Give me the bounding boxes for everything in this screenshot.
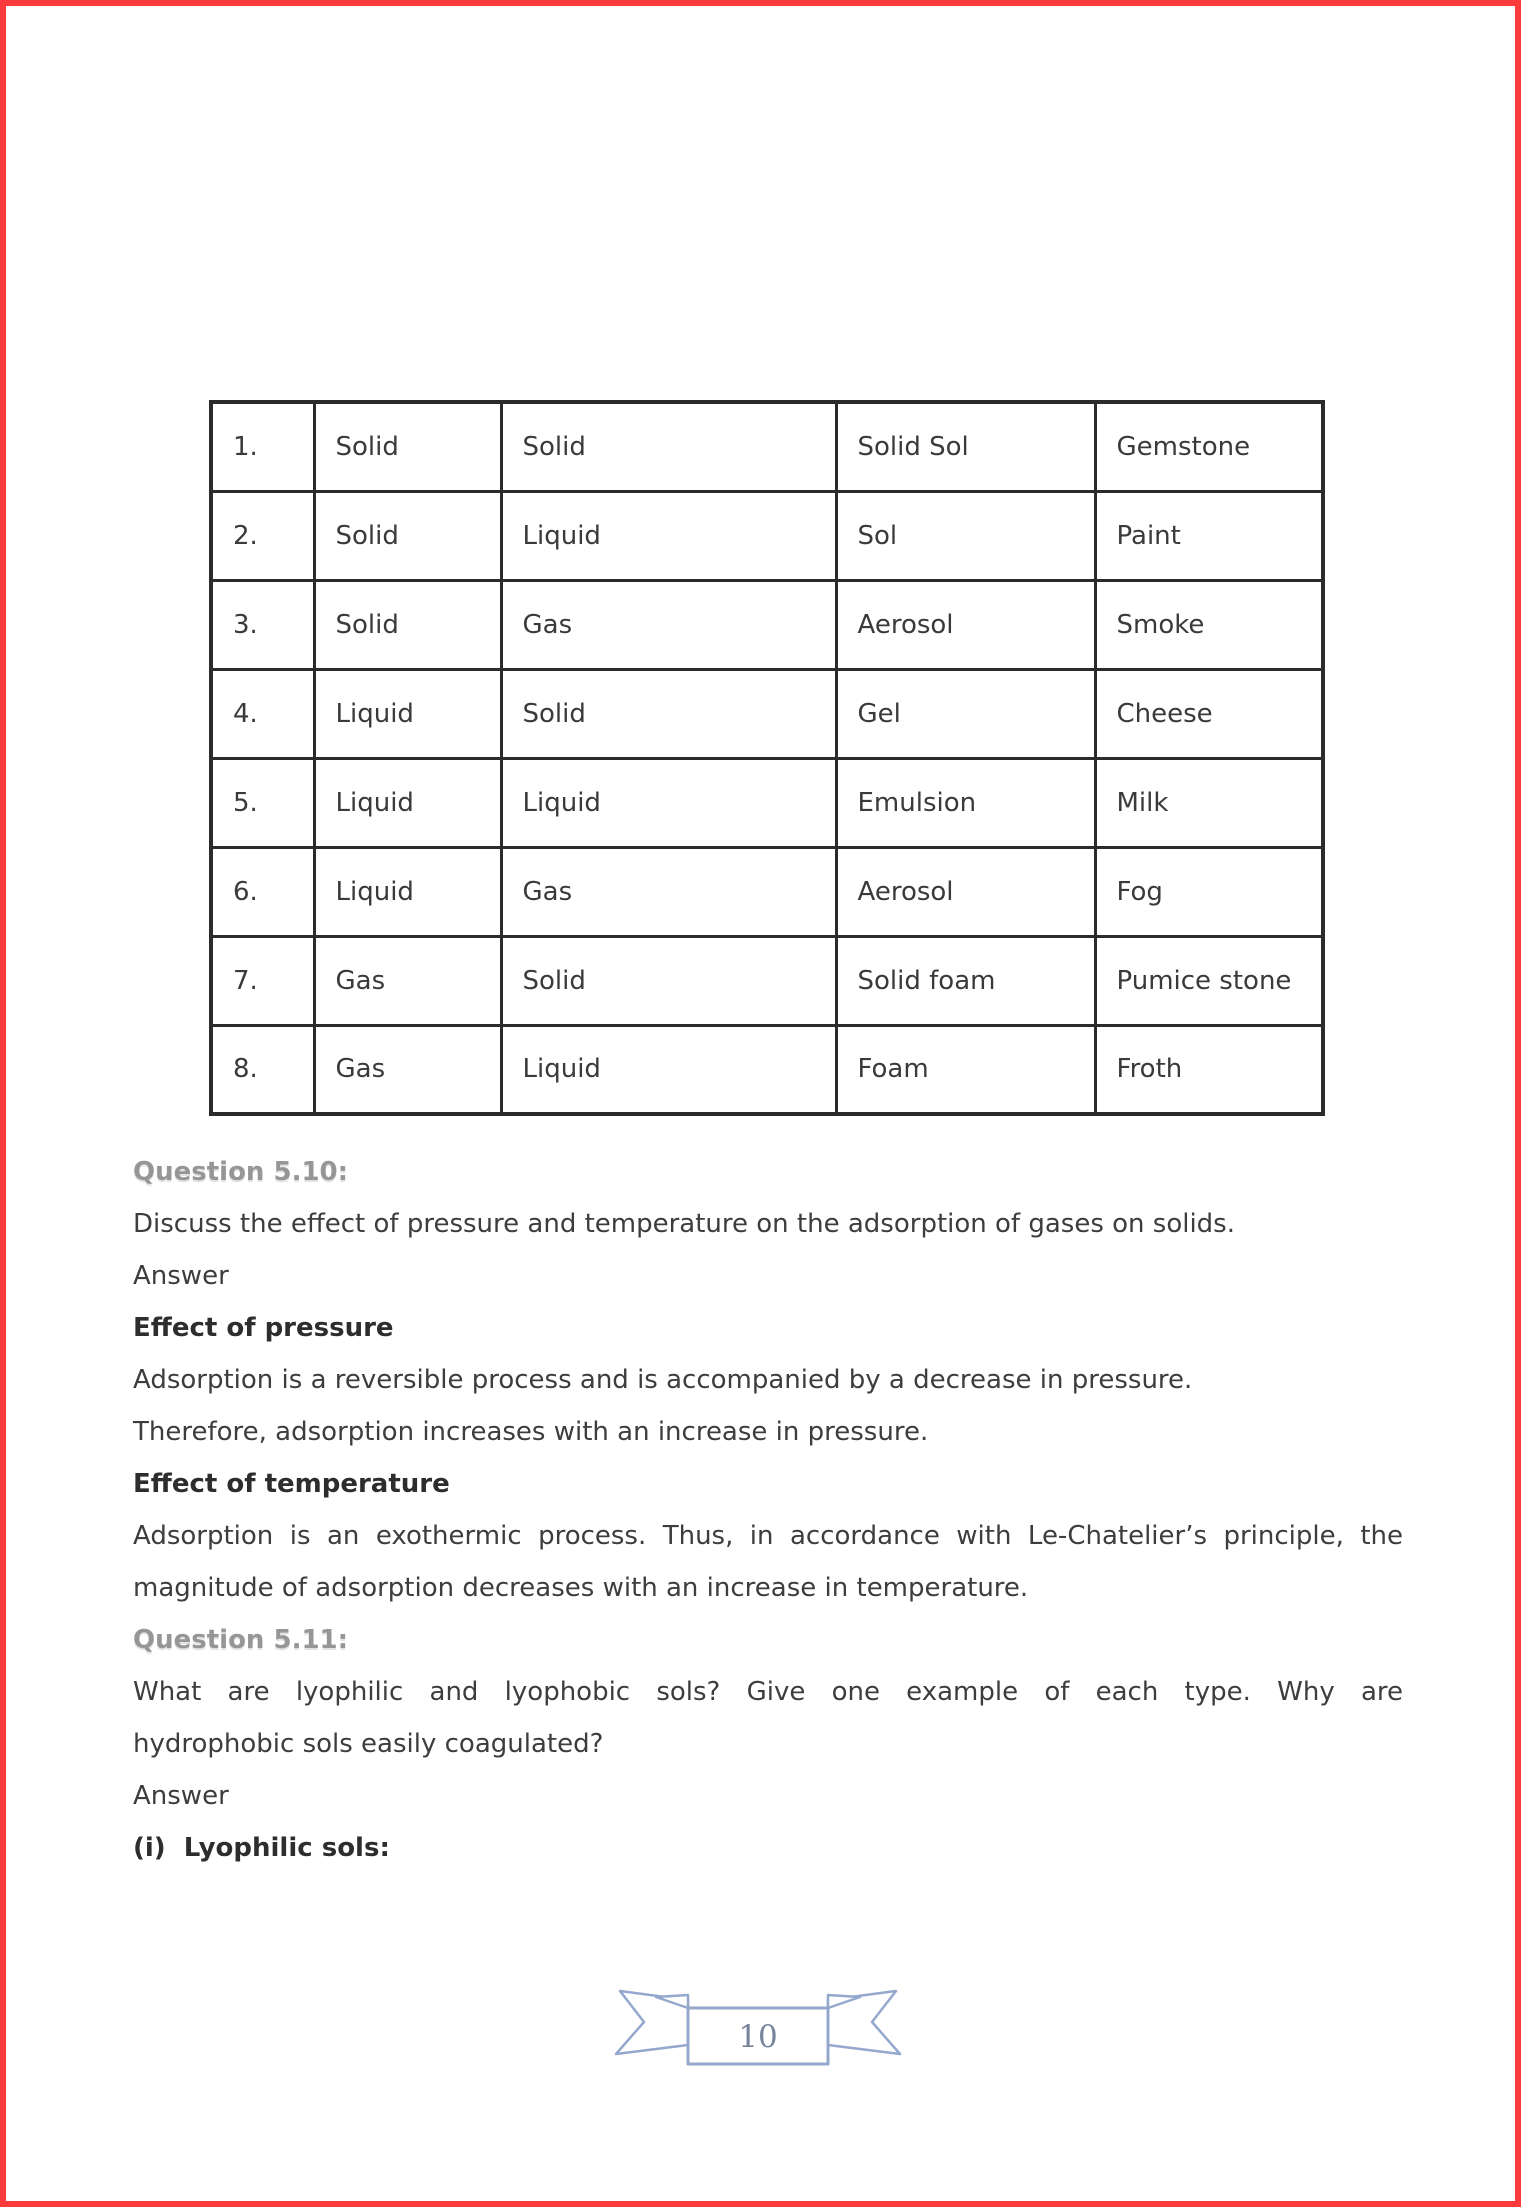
table-cell-index: 3.	[211, 580, 314, 669]
table-cell-dispersed-phase: Liquid	[314, 669, 501, 758]
table-row	[211, 847, 1323, 936]
table-cell-type: Gel	[836, 669, 1095, 758]
table-cell-index: 6.	[211, 847, 314, 936]
table-cell-type: Aerosol	[836, 847, 1095, 936]
table-cell-example: Smoke	[1095, 580, 1323, 669]
table-cell-index: 4.	[211, 669, 314, 758]
table-cell-example: Cheese	[1095, 669, 1323, 758]
pressure-paragraph-line-2: Therefore, adsorption increases with an increase in pressure.	[133, 1417, 929, 1447]
table-cell-example: Gemstone	[1095, 402, 1323, 491]
question-5-10-text: Discuss the effect of pressure and temperature on the adsorption of gases on solids.	[133, 1209, 1235, 1239]
temperature-paragraph-line-1: Adsorption is an exothermic process. Thus, in accordance with Le-Chatelier’s principle, the	[133, 1521, 1403, 1551]
table-cell-dispersion-medium: Solid	[501, 936, 836, 1025]
table-cell-dispersion-medium: Solid	[501, 669, 836, 758]
answer-label-2: Answer	[133, 1781, 229, 1811]
content-block	[133, 1146, 1403, 1874]
table-cell-dispersion-medium: Liquid	[501, 1025, 836, 1114]
table-row	[211, 580, 1323, 669]
temperature-paragraph-line-2: magnitude of adsorption decreases with an increase in temperature.	[133, 1573, 1029, 1603]
table-cell-dispersion-medium: Liquid	[501, 491, 836, 580]
table-cell-index: 1.	[211, 402, 314, 491]
table-cell-type: Aerosol	[836, 580, 1095, 669]
table-cell-dispersed-phase: Gas	[314, 936, 501, 1025]
table-cell-example: Pumice stone	[1095, 936, 1323, 1025]
page-number-ribbon	[612, 1988, 904, 2072]
table-row	[211, 491, 1323, 580]
answer-label-1: Answer	[133, 1261, 229, 1291]
table-cell-type: Foam	[836, 1025, 1095, 1114]
table-cell-example: Milk	[1095, 758, 1323, 847]
table-cell-index: 7.	[211, 936, 314, 1025]
table-cell-dispersion-medium: Gas	[501, 847, 836, 936]
table-cell-type: Solid foam	[836, 936, 1095, 1025]
table-cell-dispersed-phase: Gas	[314, 1025, 501, 1114]
question-5-10-label: Question 5.10:	[133, 1157, 349, 1187]
question-5-11-text-line-2: hydrophobic sols easily coagulated?	[133, 1729, 604, 1759]
table-cell-example: Froth	[1095, 1025, 1323, 1114]
question-5-11-text-line-1: What are lyophilic and lyophobic sols? Give one example of each type. Why are	[133, 1677, 1403, 1707]
table-row	[211, 402, 1323, 491]
table-row	[211, 936, 1323, 1025]
page-number: 10	[738, 2019, 778, 2055]
table-cell-example: Fog	[1095, 847, 1323, 936]
table-row	[211, 669, 1323, 758]
table-cell-dispersed-phase: Liquid	[314, 758, 501, 847]
table-cell-dispersed-phase: Solid	[314, 491, 501, 580]
table-cell-dispersed-phase: Liquid	[314, 847, 501, 936]
table-cell-type: Emulsion	[836, 758, 1095, 847]
table-cell-example: Paint	[1095, 491, 1323, 580]
table-cell-dispersed-phase: Solid	[314, 580, 501, 669]
table-cell-index: 8.	[211, 1025, 314, 1114]
table-cell-dispersion-medium: Gas	[501, 580, 836, 669]
table-row	[211, 1025, 1323, 1114]
table-cell-dispersed-phase: Solid	[314, 402, 501, 491]
table-cell-index: 2.	[211, 491, 314, 580]
colloid-types-table-body	[211, 402, 1323, 1114]
table-row	[211, 758, 1323, 847]
table-cell-dispersion-medium: Solid	[501, 402, 836, 491]
effect-of-temperature-heading: Effect of temperature	[133, 1469, 450, 1499]
table-cell-index: 5.	[211, 758, 314, 847]
table-cell-type: Solid Sol	[836, 402, 1095, 491]
pressure-paragraph-line-1: Adsorption is a reversible process and is accompanied by a decrease in pressure.	[133, 1365, 1193, 1395]
effect-of-pressure-heading: Effect of pressure	[133, 1313, 394, 1343]
table-cell-dispersion-medium: Liquid	[501, 758, 836, 847]
question-5-11-label: Question 5.11:	[133, 1625, 349, 1655]
table-cell-type: Sol	[836, 491, 1095, 580]
lyophilic-sols-heading: (i) Lyophilic sols:	[133, 1833, 390, 1863]
colloid-types-table	[209, 400, 1325, 1116]
